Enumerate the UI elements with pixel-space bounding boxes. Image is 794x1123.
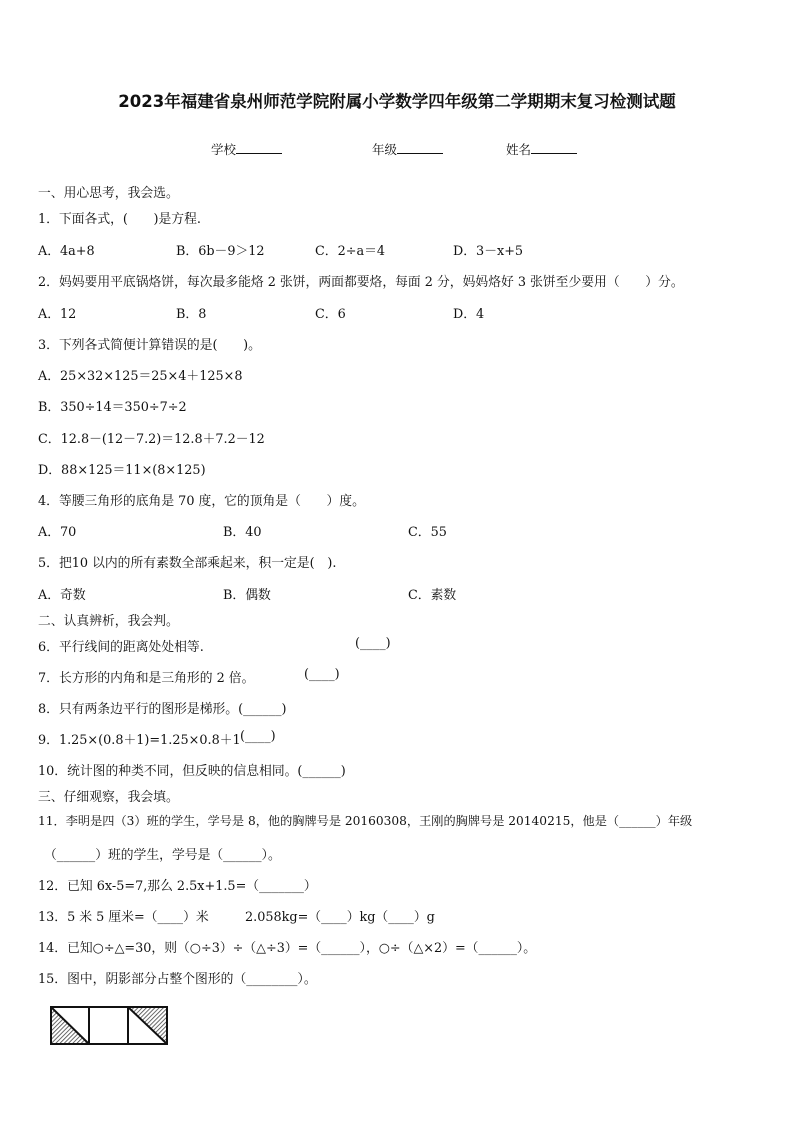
question-13-part-2[interactable]: 2.058kg=（____）kg（____）g [245, 910, 435, 925]
question-1: 1．下面各式，( )是方程. [38, 212, 201, 227]
question-2: 2．妈妈要用平底锅烙饼，每次最多能烙 2 张饼，两面都要烙，每面 2 分，妈妈烙好 3 张饼至少要用（ ）分。 [38, 275, 684, 290]
q1-option-b[interactable]: B．6b－9＞12 [176, 244, 265, 259]
name-label: 姓名 [506, 142, 532, 157]
question-11-line-1[interactable]: 11．李明是四（3）班的学生，学号是 8，他的胸牌号是 20160308，王刚的胸牌号是 20140215，他是（______）年级 [38, 814, 693, 828]
q1-option-c[interactable]: C．2÷a＝4 [315, 244, 386, 259]
section-2-heading: 二、认真辨析，我会判。 [38, 614, 179, 629]
q3-option-c[interactable]: C．12.8－(12－7.2)＝12.8＋7.2－12 [38, 432, 265, 447]
question-5: 5．把10 以内的所有素数全部乘起来，积一定是( ). [38, 556, 337, 571]
square-1 [51, 1007, 89, 1044]
q2-option-c[interactable]: C．6 [315, 307, 346, 322]
question-9: 9．1.25×(0.8＋1)=1.25×0.8＋1 [38, 733, 241, 748]
grade-blank[interactable] [397, 141, 443, 154]
page-title: 2023年福建省泉州师范学院附属小学数学四年级第二学期期末复习检测试题 [118, 92, 676, 111]
q5-option-a[interactable]: A．奇数 [38, 588, 86, 603]
question-12[interactable]: 12．已知 6x-5=7,那么 2.5x+1.5=（_______） [38, 879, 317, 894]
name-blank[interactable] [531, 141, 577, 154]
q9-answer-blank[interactable]: (____) [240, 729, 276, 744]
q5-option-b[interactable]: B．偶数 [223, 588, 271, 603]
q1-option-d[interactable]: D．3－x+5 [453, 244, 524, 259]
school-blank[interactable] [236, 141, 282, 154]
grade-field[interactable] [372, 140, 443, 158]
q6-answer-blank[interactable]: (____) [355, 636, 391, 651]
question-6: 6．平行线间的距离处处相等. [38, 640, 204, 655]
square-3 [128, 1007, 167, 1044]
school-field[interactable] [211, 140, 282, 158]
question-13-part-1[interactable]: 13．5 米 5 厘米=（____）米 [38, 910, 209, 925]
question-10[interactable]: 10．统计图的种类不同，但反映的信息相同。(______) [38, 764, 346, 779]
question-3: 3．下列各式简便计算错误的是( )。 [38, 338, 261, 353]
question-7: 7．长方形的内角和是三角形的 2 倍。 [38, 671, 255, 686]
square-2 [89, 1007, 128, 1044]
q4-option-b[interactable]: B．40 [223, 525, 262, 540]
q7-answer-blank[interactable]: (____) [304, 667, 340, 682]
q5-option-c[interactable]: C．素数 [408, 588, 457, 603]
q4-option-c[interactable]: C．55 [408, 525, 447, 540]
q4-option-a[interactable]: A．70 [38, 525, 77, 540]
q2-option-b[interactable]: B．8 [176, 307, 207, 322]
student-info-fields [0, 140, 794, 160]
q3-option-a[interactable]: A．25×32×125＝25×4＋125×8 [38, 369, 243, 384]
q3-option-d[interactable]: D．88×125＝11×(8×125) [38, 463, 206, 478]
shaded-squares-figure [50, 1006, 170, 1046]
grade-label: 年级 [372, 142, 398, 157]
school-label: 学校 [211, 142, 237, 157]
q3-option-b[interactable]: B．350÷14＝350÷7÷2 [38, 400, 187, 415]
question-15[interactable]: 15．图中，阴影部分占整个图形的（________）。 [38, 972, 317, 987]
question-4: 4．等腰三角形的底角是 70 度，它的顶角是（ ）度。 [38, 494, 365, 509]
question-14[interactable]: 14．已知○÷△=30，则（○÷3）÷（△÷3）=（______），○÷（△×2）=（______）。 [38, 941, 537, 956]
q2-option-d[interactable]: D．4 [453, 307, 485, 322]
section-3-heading: 三、仔细观察，我会填。 [38, 790, 179, 805]
section-1-heading: 一、用心思考，我会选。 [38, 186, 179, 201]
question-8[interactable]: 8．只有两条边平行的图形是梯形。(______) [38, 702, 287, 717]
q1-option-a[interactable]: A．4a+8 [38, 244, 95, 259]
question-11-line-2[interactable]: （______）班的学生，学号是（______）。 [44, 848, 281, 863]
q2-option-a[interactable]: A．12 [38, 307, 77, 322]
name-field[interactable] [506, 140, 577, 158]
